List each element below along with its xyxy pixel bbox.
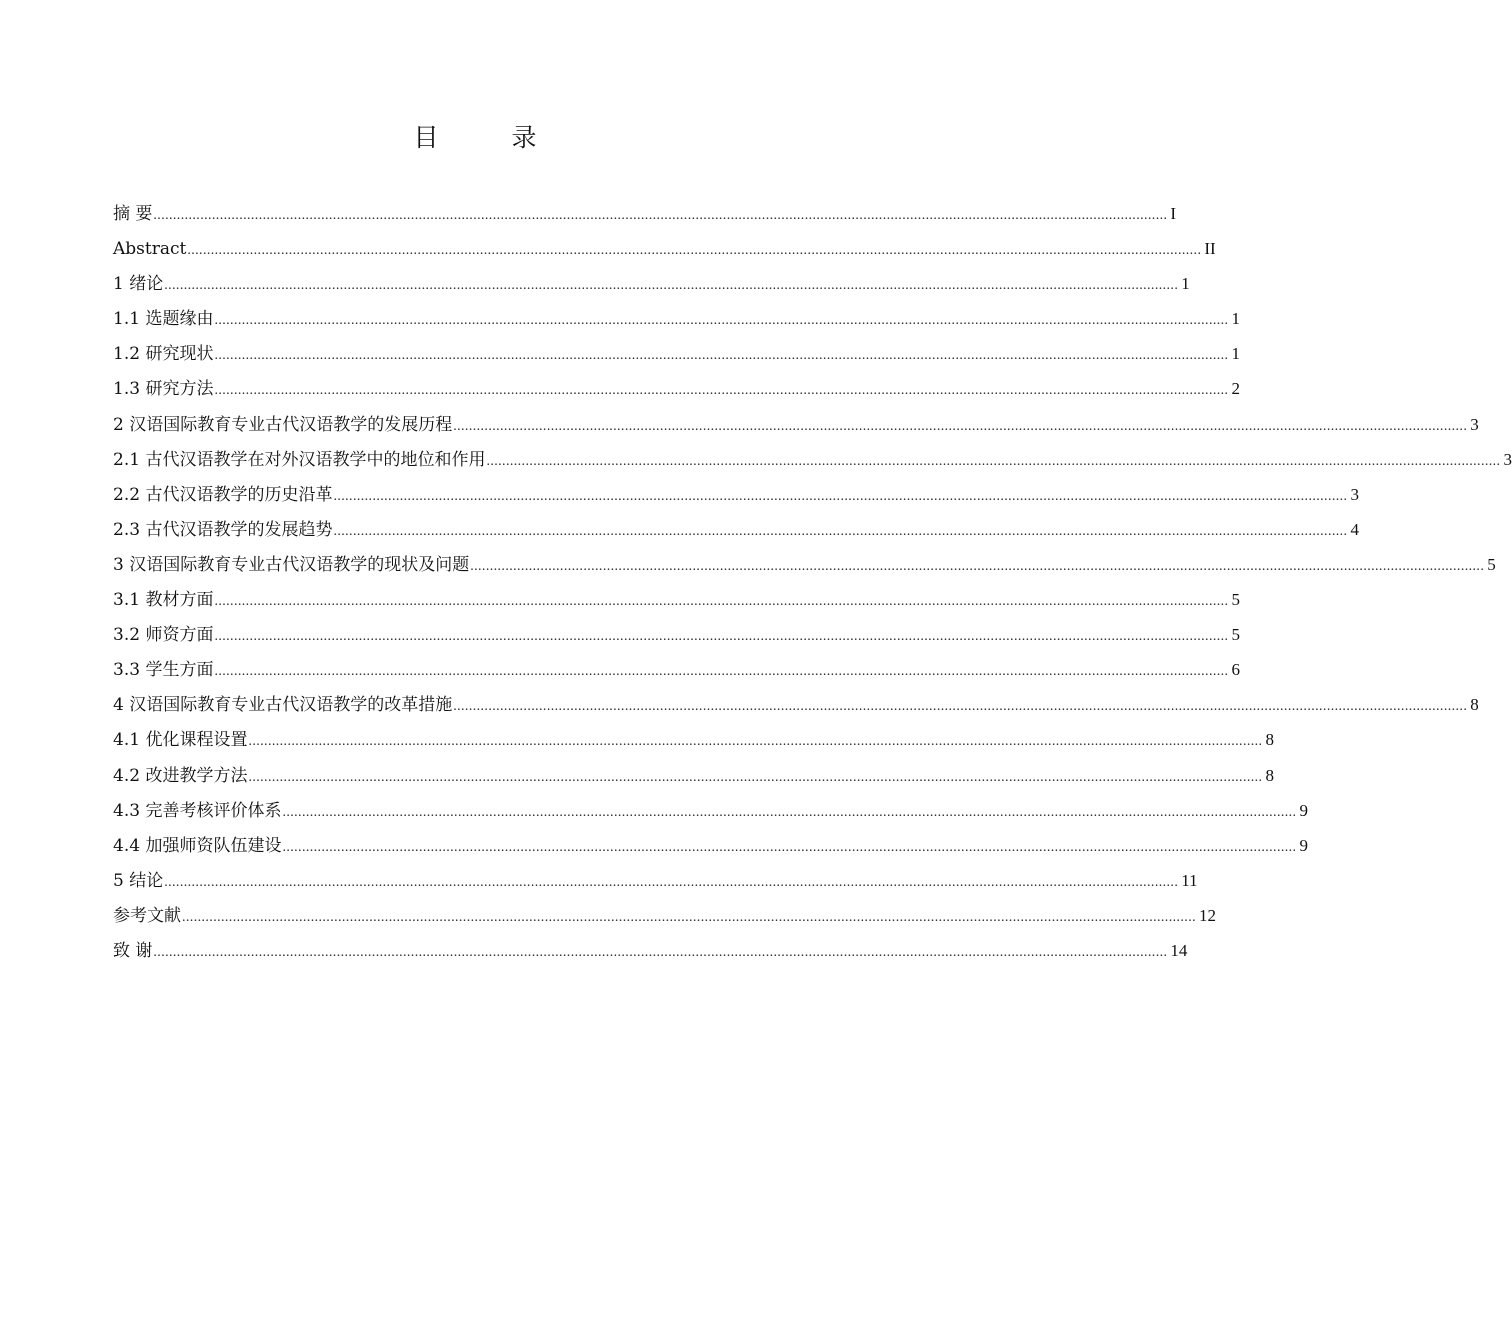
toc-entry-label: 4.2 改进教学方法 [113,765,248,786]
toc-entry-page: 3 [1350,484,1359,504]
toc-leader-dots: .................................................................................................................................................................................................................................................................... [486,453,1501,469]
toc-entry-page: 3 [1503,449,1512,469]
toc-entry-page: 5 [1231,590,1240,610]
toc-entry-label: 1.2 研究现状 [113,344,214,365]
toc-entry-page: 4 [1350,519,1359,539]
toc-entry-page: 5 [1231,625,1240,645]
toc-leader-dots: .................................................................................................................................................................................................................................................................... [282,839,1297,855]
toc-entry[interactable] [113,617,1240,652]
toc-entry-page: 12 [1199,905,1216,925]
toc-leader-dots: .................................................................................................................................................................................................................................................................... [453,699,1468,715]
toc-entry-label: 2.1 古代汉语教学在对外汉语教学中的地位和作用 [113,449,486,470]
toc-entry-page: 11 [1181,870,1198,890]
toc-entry-page: 2 [1231,379,1240,399]
toc-entry[interactable] [113,758,1274,793]
toc-leader-dots: .................................................................................................................................................................................................................................................................... [187,243,1202,259]
toc-entry-page: 8 [1265,730,1274,750]
toc-entry-label: 2 汉语国际教育专业古代汉语教学的发展历程 [113,414,453,435]
toc-leader-dots: .................................................................................................................................................................................................................................................................... [333,523,1348,539]
toc-title: 目 录 [413,123,561,152]
toc-entry[interactable] [113,301,1240,336]
toc-entry-page: 9 [1299,835,1308,855]
toc-entry-page: 1 [1231,309,1240,329]
toc-entry[interactable] [113,687,1479,722]
toc-entry[interactable] [113,722,1274,757]
toc-leader-dots: .................................................................................................................................................................................................................................................................... [153,944,1168,960]
toc-leader-dots: .................................................................................................................................................................................................................................................................... [453,418,1468,434]
toc-entry-label: 5 结论 [113,870,164,891]
toc-entry[interactable] [113,371,1240,406]
toc-entry-label: 1 绪论 [113,274,164,295]
toc-entry-label: 2.2 古代汉语教学的历史沿革 [113,484,333,505]
toc-entry[interactable] [113,266,1190,301]
toc-entry-label: 4 汉语国际教育专业古代汉语教学的改革措施 [113,695,453,716]
toc-entry[interactable] [113,652,1240,687]
toc-entry[interactable] [113,407,1479,442]
toc-entry-page: 3 [1470,414,1479,434]
toc-entry-label: 1.1 选题缘由 [113,309,214,330]
toc-entry[interactable] [113,793,1308,828]
toc-entry-label: Abstract [113,239,187,260]
toc-entry-page: 9 [1299,800,1308,820]
toc-list [113,196,1512,968]
toc-leader-dots: .................................................................................................................................................................................................................................................................... [248,734,1263,750]
toc-entry-page: 14 [1170,940,1188,960]
toc-entry-page: 5 [1487,554,1496,574]
toc-leader-dots: .................................................................................................................................................................................................................................................................... [214,348,1229,364]
toc-entry[interactable] [113,442,1512,477]
toc-leader-dots: .................................................................................................................................................................................................................................................................... [248,769,1263,785]
toc-entry[interactable] [113,512,1359,547]
toc-entry-page: II [1204,239,1216,259]
toc-entry-label: 3 汉语国际教育专业古代汉语教学的现状及问题 [113,554,470,575]
toc-entry-label: 4.4 加强师资队伍建设 [113,835,282,856]
toc-leader-dots: .................................................................................................................................................................................................................................................................... [153,208,1168,223]
toc-entry-page: 1 [1231,344,1240,364]
toc-leader-dots: .................................................................................................................................................................................................................................................................... [333,488,1348,504]
toc-leader-dots: .................................................................................................................................................................................................................................................................... [164,278,1179,294]
toc-leader-dots: .................................................................................................................................................................................................................................................................... [282,804,1297,820]
toc-entry-label: 3.3 学生方面 [113,660,214,681]
toc-entry[interactable] [113,231,1216,266]
toc-leader-dots: .................................................................................................................................................................................................................................................................... [470,558,1485,574]
toc-entry-label: 3.2 师资方面 [113,625,214,646]
toc-leader-dots: .................................................................................................................................................................................................................................................................... [214,629,1229,645]
toc-entry-page: I [1170,204,1177,223]
toc-leader-dots: .................................................................................................................................................................................................................................................................... [214,594,1229,610]
toc-entry[interactable] [113,828,1308,863]
toc-entry-page: 6 [1231,660,1240,680]
toc-leader-dots: .................................................................................................................................................................................................................................................................... [214,313,1229,329]
toc-leader-dots: .................................................................................................................................................................................................................................................................... [214,383,1229,399]
toc-leader-dots: .................................................................................................................................................................................................................................................................... [214,664,1229,680]
toc-entry-label: 1.3 研究方法 [113,379,214,400]
toc-leader-dots: .................................................................................................................................................................................................................................................................... [182,909,1196,925]
toc-leader-dots: .................................................................................................................................................................................................................................................................... [164,874,1179,890]
toc-entry-label: 3.1 教材方面 [113,590,214,611]
toc-entry[interactable] [113,582,1240,617]
toc-entry-label: 4.1 优化课程设置 [113,730,248,751]
toc-entry[interactable] [113,547,1496,582]
toc-entry[interactable] [113,196,1177,231]
toc-entry-page: 8 [1470,695,1479,715]
toc-entry[interactable] [113,477,1359,512]
toc-entry-label: 2.3 古代汉语教学的发展趋势 [113,519,333,540]
toc-entry-page: 1 [1181,274,1190,294]
toc-entry[interactable] [113,863,1198,898]
toc-entry-label: 致 谢 [113,940,153,961]
toc-entry[interactable] [113,336,1240,371]
toc-entry[interactable] [113,898,1216,933]
toc-entry[interactable] [113,933,1188,968]
toc-entry-label: 摘 要 [113,204,153,224]
toc-entry-page: 8 [1265,765,1274,785]
toc-entry-label: 4.3 完善考核评价体系 [113,800,282,821]
toc-entry-label: 参考文献 [113,905,181,926]
